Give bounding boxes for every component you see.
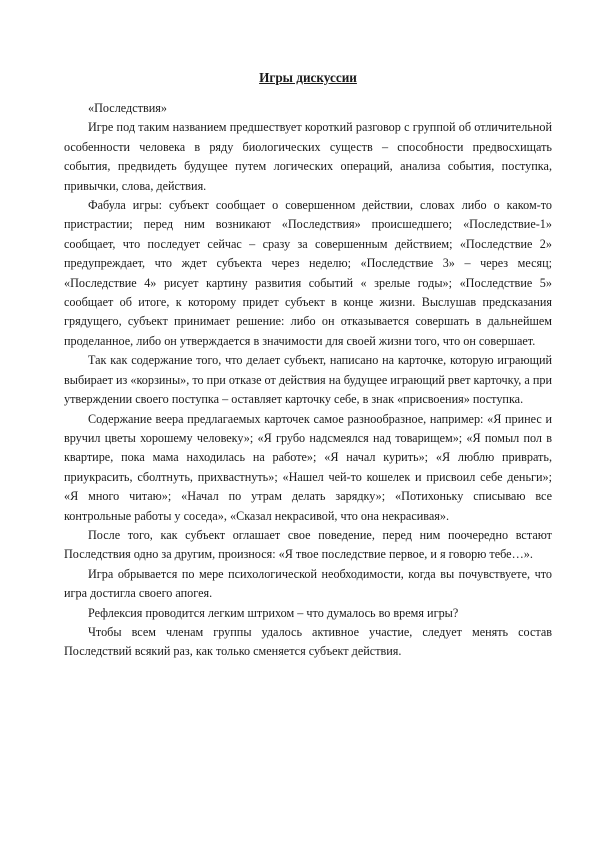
paragraph-card-examples: Содержание веера предлагаемых карточек самое разнообразное, например: «Я принес и вручил цветы хорошему человеку»; «Я грубо надсмеялся над товарищем»; «Я помыл пол в квартире, пока мама находилась на работе»; «Я начал курить»; «Я люблю приврать, приукрасить, сболтнуть, прихвастнуть»; «Нашел чей-то кошелек и присвоил себе деньги»; «Я много читаю»; «Начал по утрам делать зарядку»; «Потихоньку списываю все контрольные работы у соседа», «Сказал некрасивой, что она некрасивая». <box>64 411 552 523</box>
paragraph-consequences: После того, как субъект оглашает свое поведение, перед ним поочередно встают Последствия одно за другим, произнося: «Я твое последствие первое, и я говорю тебе…». <box>64 527 552 562</box>
game-name: «Последствия» <box>88 101 167 115</box>
paragraph-cards: Так как содержание того, что делает субъект, написано на карточке, которую играющий выбирает из «корзины», то при отказе от действия на будущее играющий рвет карточку, а при утверждении своего поступка – оставляет карточку себе, в знак «присвоения» поступка. <box>64 353 552 407</box>
document-title: Игры дискуссии <box>259 70 357 85</box>
paragraph-game-end: Игра обрывается по мере психологической необходимости, когда вы почувствуете, что игра достигла своего апогея. <box>64 566 552 601</box>
paragraph-intro: Игре под таким названием предшествует короткий разговор с группой об отличительной особенности человека в ряду биологических существ – способности предвосхищать события, предвидеть будущее путем логических операций, анализа события, поступка, привычки, слова, действия. <box>64 120 552 193</box>
document-body <box>64 68 552 662</box>
paragraph-reflection: Рефлексия проводится легким штрихом – что думалось во время игры? <box>88 605 459 620</box>
paragraph-participation: Чтобы всем членам группы удалось активное участие, следует менять состав Последствий всякий раз, как только сменяется субъект действия. <box>64 624 552 659</box>
paragraph-plot: Фабула игры: субъект сообщает о совершенном действии, словах либо о каком-то пристрастии; перед ним возникают «Последствия» происшедшего; «Последствие-1» сообщает, что последует сейчас – сразу за совершенным действием; «Последствие 2» предупреждает, что ждет субъекта через неделю; «Последствие 3» – через месяц; «Последствие 4» рисует картину развития событий « зрелые годы»; «Последствие 5» сообщает об итоге, к которому придет субъект в конце жизни. Выслушав предсказания грядущего, субъект принимает решение: либо он отказывается совершать в дальнейшем проделанное, либо он утверждается в значимости для своей жизни того, что он совершает. <box>64 198 552 348</box>
